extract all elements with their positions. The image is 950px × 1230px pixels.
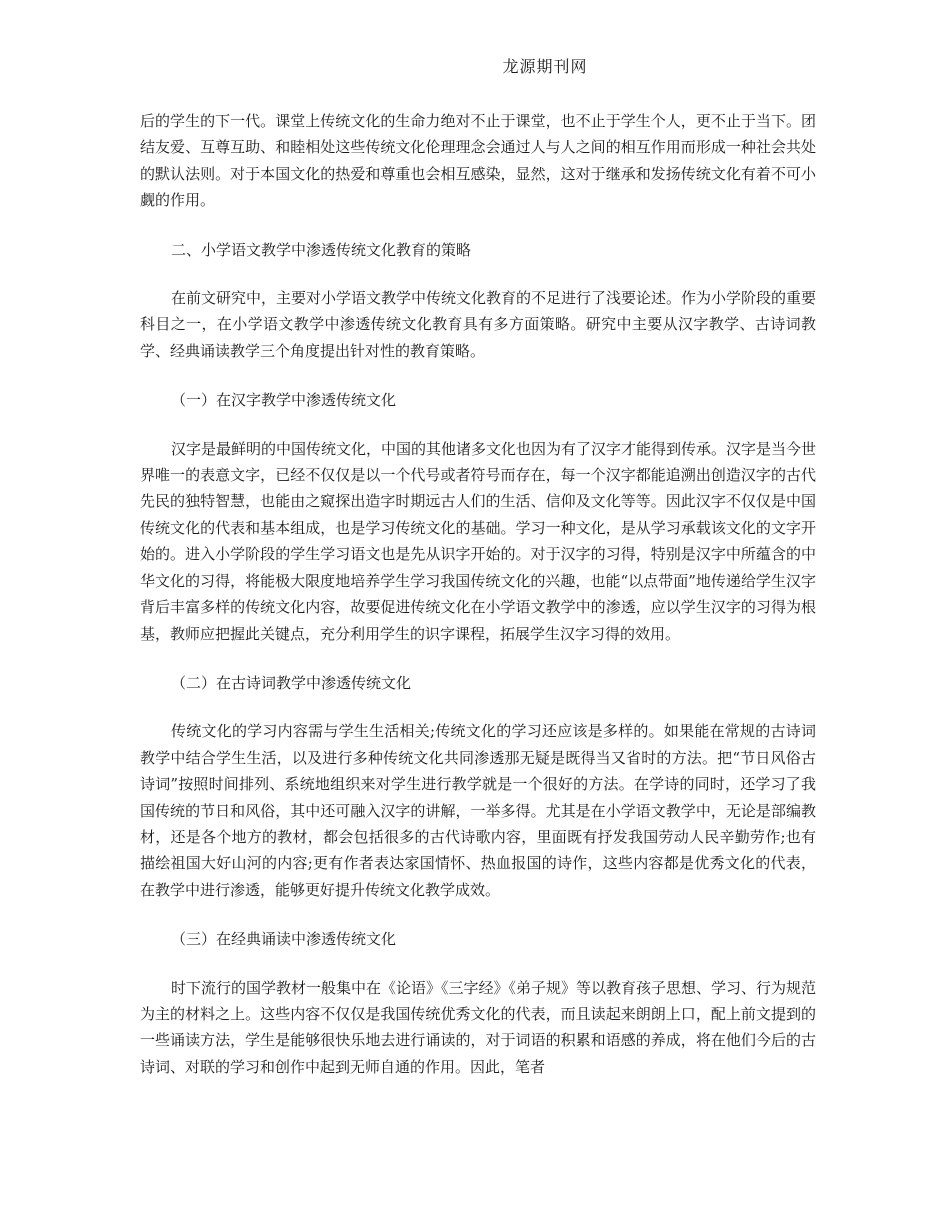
body-paragraph: 时下流行的国学教材一般集中在《论语》《三字经》《弟子规》等以教育孩子思想、学习、行为规范为主的材料之上。这些内容不仅仅是我国传统优秀文化的代表，而且读起来朗朗上口，配上前文提到的一些诵读方法，学生是能够很快乐地去进行诵读的，对于词语的积累和语感的养成，将在他们今后的古诗词、对联的学习和创作中起到无师自通的作用。因此，笔者 [140,978,817,1076]
body-paragraph: 后的学生的下一代。课堂上传统文化的生命力绝对不止于课堂，也不止于学生个人，更不止于当下。团结友爱、互尊互助、和睦相处这些传统文化伦理理念会通过人与人之间的相互作用而形成一种社会共处的默认法则。对于本国文化的热爱和尊重也会相互感染，显然，这对于继承和发扬传统文化有着不可小觑的作用。 [140,112,816,210]
article-body [140,108,816,1080]
subsection-heading: （一）在汉字教学中渗透传统文化 [171,391,397,410]
page-header-site-name: 龙源期刊网 [502,57,588,76]
subsection-heading: （二）在古诗词教学中渗透传统文化 [171,673,412,692]
subsection-heading: （三）在经典诵读中渗透传统文化 [171,930,397,949]
body-paragraph: 在前文研究中，主要对小学语文教学中传统文化教育的不足进行了浅要论述。作为小学阶段的重要科目之一，在小学语文教学中渗透传统文化教育具有多方面策略。研究中主要从汉字教学、古诗词教学、经典诵读教学三个角度提出针对性的教育策略。 [140,289,817,360]
body-paragraph: 传统文化的学习内容需与学生生活相关;传统文化的学习还应该是多样的。如果能在常规的古诗词教学中结合学生生活，以及进行多种传统文化共同渗透那无疑是既得当又省时的方法。把“节日风俗古诗词”按照时间排列、系统地组织来对学生进行教学就是一个很好的方法。在学诗的同时，还学习了我国传统的节日和风俗，其中还可融入汉字的讲解，一举多得。尤其是在小学语文教学中，无论是部编教材，还是各个地方的教材，都会包括很多的古代诗歌内容，里面既有抒发我国劳动人民辛勤劳作;也有描绘祖国大好山河的内容;更有作者表达家国情怀、热血报国的诗作，这些内容都是优秀文化的代表，在教学中进行渗透，能够更好提升传统文化教学成效。 [140,722,816,899]
body-paragraph: 汉字是最鲜明的中国传统文化，中国的其他诸多文化也因为有了汉字才能得到传承。汉字是当今世界唯一的表意文字，已经不仅仅是以一个代号或者符号而存在，每一个汉字都能追溯出创造汉字的古代先民的独特智慧，也能由之窥探出造字时期远古人们的生活、信仰及文化等等。因此汉字不仅仅是中国传统文化的代表和基本组成，也是学习传统文化的基础。学习一种文化，是从学习承载该文化的文字开始的。进入小学阶段的学生学习语文也是先从识字开始的。对于汉字的习得，特别是汉字中所蕴含的中华文化的习得，将能极大限度地培养学生学习我国传统文化的兴趣，也能“以点带面”地传递给学生汉字背后丰富多样的传统文化内容，故要促进传统文化在小学语文教学中的渗透，应以学生汉字的习得为根基，教师应把握此关键点，充分利用学生的识字课程，拓展学生汉字习得的效用。 [140,439,817,643]
section-heading: 二、小学语文教学中渗透传统文化教育的策略 [171,240,472,259]
